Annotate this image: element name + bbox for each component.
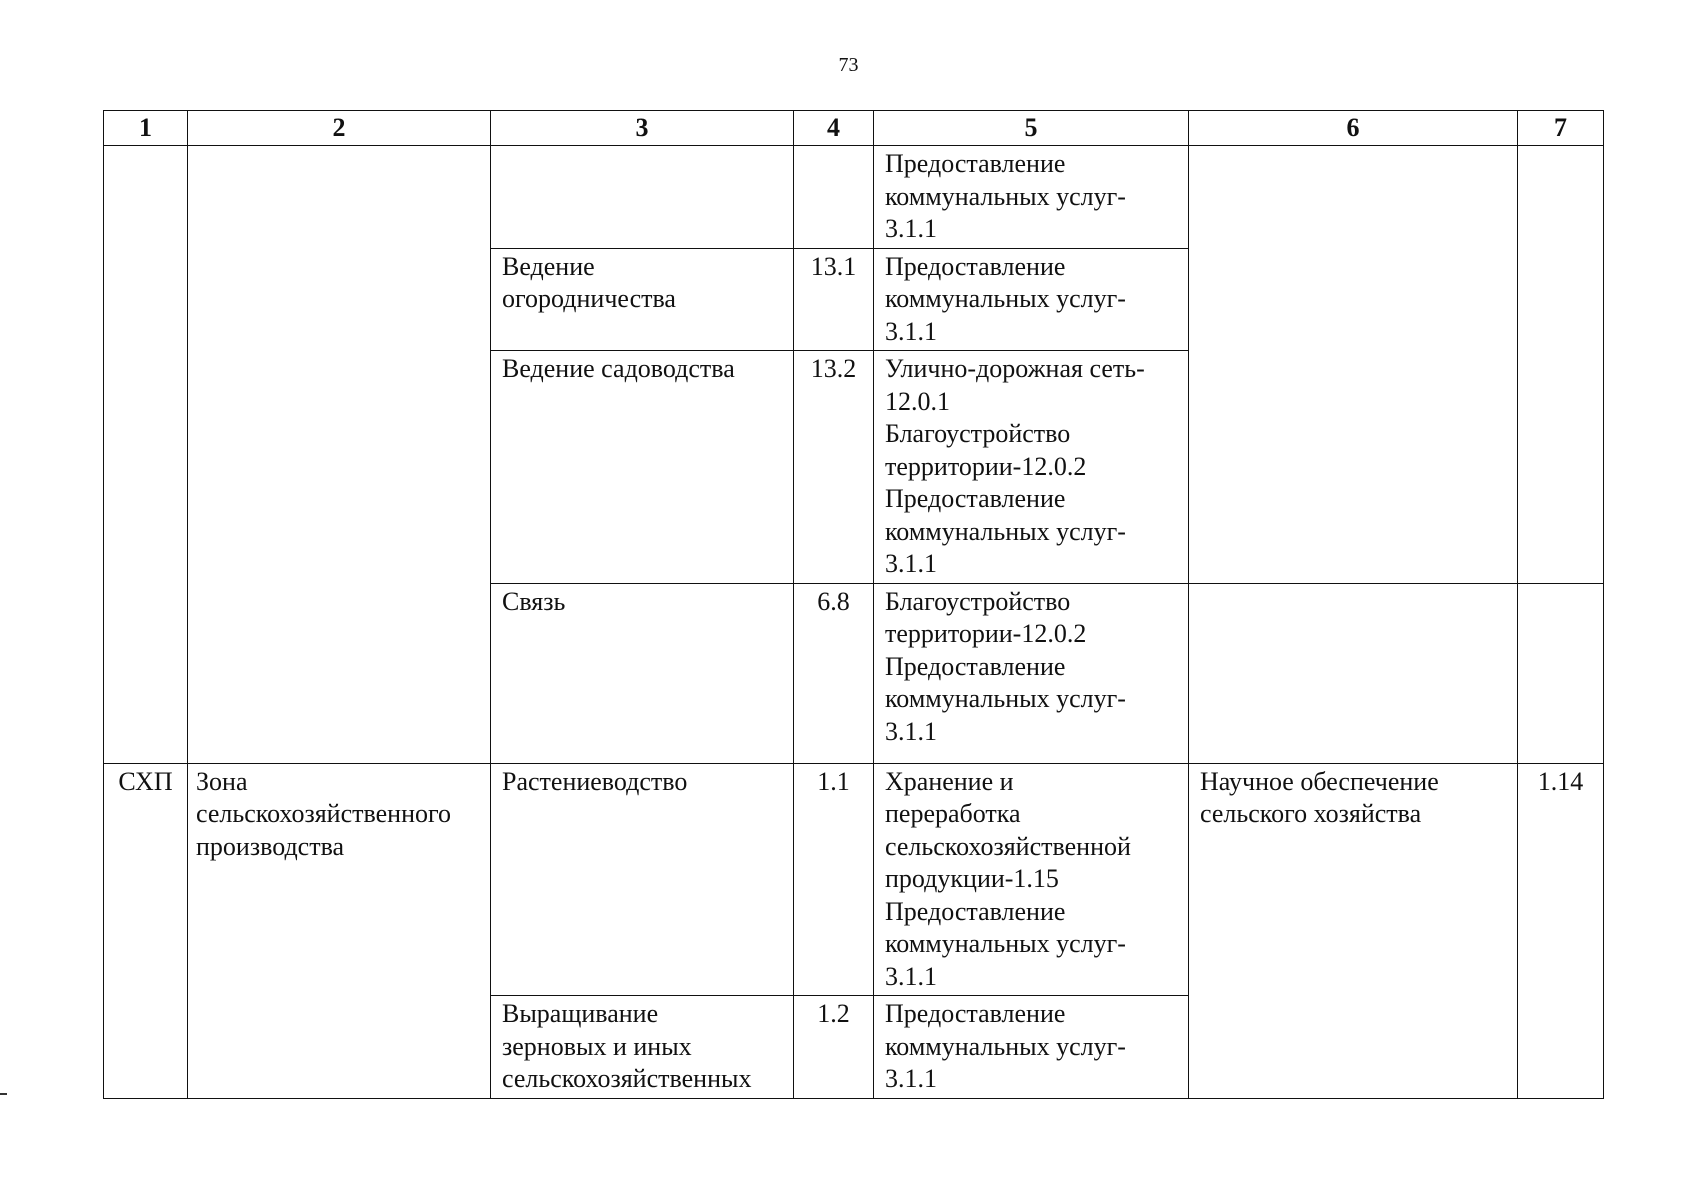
header-col-5: 5	[874, 111, 1189, 146]
aux-use-line: 3.1.1	[885, 961, 937, 991]
zone-name-line: Зона	[196, 766, 248, 796]
use-type-line: Растениеводство	[502, 766, 688, 796]
cell-use-type	[491, 248, 794, 351]
cell-aux-uses	[874, 763, 1189, 996]
aux-use-line: Предоставление	[885, 484, 1066, 513]
use-type-line: зерновых и иных	[502, 1031, 692, 1061]
aux-use-line: коммунальных услуг-	[885, 181, 1126, 211]
cell-use-type	[491, 583, 794, 763]
aux-use-line: Предоставление	[885, 999, 1066, 1028]
aux-use-line: Предоставление	[885, 251, 1066, 281]
aux-use-line: 3.1.1	[885, 316, 937, 346]
aux-use-line: коммунальных услуг-	[885, 516, 1126, 546]
cell-conditional-use	[1189, 763, 1518, 1098]
table-row	[104, 763, 1604, 996]
aux-use-line: 12.0.1	[885, 386, 950, 416]
aux-use-line: территории-12.0.2	[885, 451, 1087, 481]
aux-use-line: Хранение и	[885, 766, 1014, 796]
conditional-use-line: Научное обеспечение	[1200, 766, 1439, 796]
conditional-use-line: сельского хозяйства	[1200, 799, 1422, 828]
cell-zone-code: СХП	[104, 763, 188, 1098]
header-col-7: 7	[1518, 111, 1604, 146]
header-col-4: 4	[794, 111, 874, 146]
aux-use-line: Благоустройство	[885, 419, 1071, 448]
cell-use-code: 13.2	[794, 351, 874, 584]
cell-use-code: 1.2	[794, 996, 874, 1099]
cell-use-type	[491, 146, 794, 249]
header-row	[104, 111, 1604, 146]
cell-conditional-use-empty	[1189, 146, 1518, 584]
use-type-line: Ведение	[502, 251, 595, 281]
aux-use-line: коммунальных услуг-	[885, 929, 1126, 958]
aux-use-line: Улично-дорожная сеть-	[885, 354, 1145, 383]
aux-use-line: переработка	[885, 799, 1021, 828]
header-col-2: 2	[188, 111, 491, 146]
cell-zone-name	[188, 763, 491, 1098]
page-number: 73	[838, 54, 859, 76]
cell-use-type	[491, 763, 794, 996]
header-col-6: 6	[1189, 111, 1518, 146]
cell-use-type	[491, 351, 794, 584]
aux-use-line: 3.1.1	[885, 549, 937, 578]
cell-aux-uses	[874, 146, 1189, 249]
cell-conditional-code: 1.14	[1518, 763, 1604, 1098]
aux-use-line: 3.1.1	[885, 214, 937, 243]
zoning-table	[103, 110, 1604, 1099]
aux-use-line: 3.1.1	[885, 716, 937, 746]
cell-zone-name-empty	[188, 146, 491, 764]
cell-use-code: 6.8	[794, 583, 874, 763]
use-type-line: сельскохозяйственных	[502, 1064, 752, 1093]
aux-use-line: сельскохозяйственной	[885, 831, 1131, 861]
cell-zone-code-empty	[104, 146, 188, 764]
table-row	[104, 146, 1604, 249]
cell-use-code	[794, 146, 874, 249]
aux-use-line: территории-12.0.2	[885, 619, 1087, 648]
use-type-line: огородничества	[502, 284, 676, 313]
scan-edge-mark	[0, 1093, 7, 1095]
aux-use-line: продукции-1.15	[885, 864, 1059, 893]
cell-aux-uses	[874, 583, 1189, 763]
header-col-3: 3	[491, 111, 794, 146]
aux-use-line: коммунальных услуг-	[885, 684, 1126, 713]
aux-use-line: 3.1.1	[885, 1064, 937, 1093]
aux-use-line: Предоставление	[885, 149, 1066, 178]
zone-name-line: сельскохозяйственного	[196, 799, 451, 828]
cell-aux-uses	[874, 351, 1189, 584]
cell-conditional-use-empty	[1189, 583, 1518, 763]
cell-conditional-code-empty	[1518, 583, 1604, 763]
use-type-line: Связь	[502, 586, 566, 616]
use-type-line: Ведение садоводства	[502, 354, 735, 383]
zone-name-line: производства	[196, 831, 345, 861]
cell-conditional-code-empty	[1518, 146, 1604, 584]
cell-use-code: 13.1	[794, 248, 874, 351]
use-type-line: Выращивание	[502, 999, 659, 1028]
cell-aux-uses	[874, 996, 1189, 1099]
aux-use-line: коммунальных услуг-	[885, 284, 1126, 313]
aux-use-line: Благоустройство	[885, 586, 1071, 616]
header-col-1: 1	[104, 111, 188, 146]
aux-use-line: Предоставление	[885, 896, 1066, 926]
cell-use-code: 1.1	[794, 763, 874, 996]
aux-use-line: Предоставление	[885, 651, 1066, 681]
cell-use-type	[491, 996, 794, 1099]
aux-use-line: коммунальных услуг-	[885, 1031, 1126, 1061]
cell-aux-uses	[874, 248, 1189, 351]
